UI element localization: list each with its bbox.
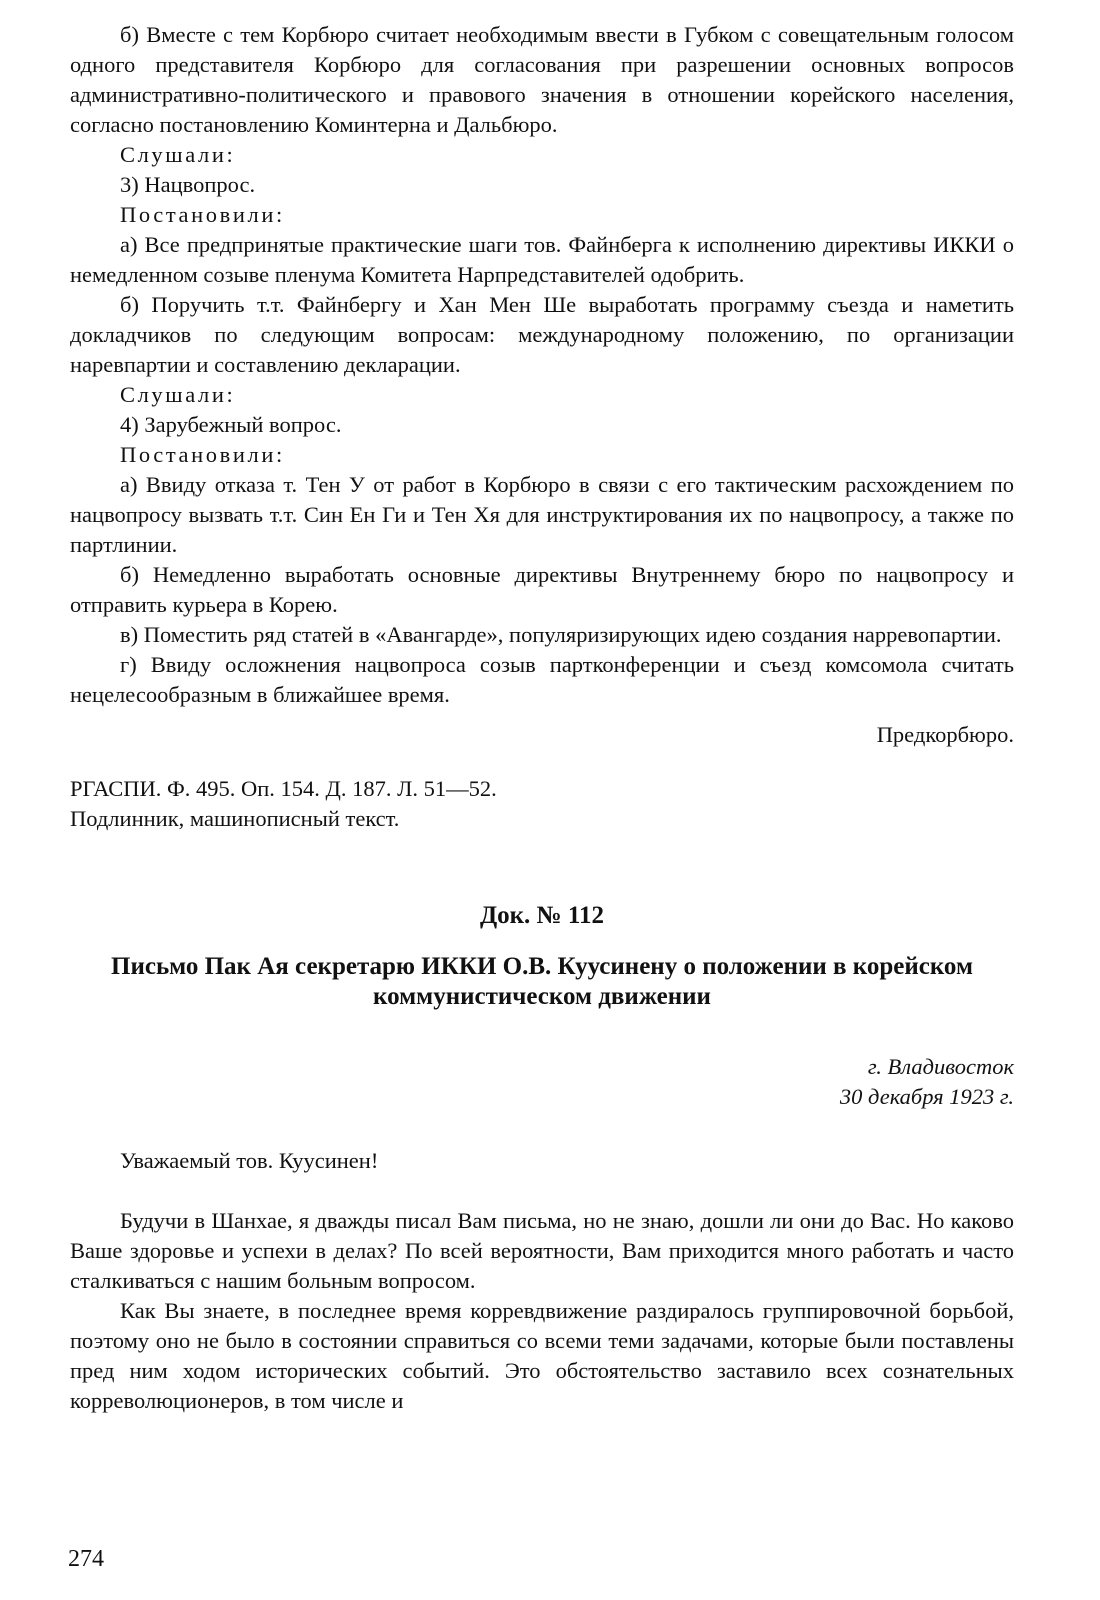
- paragraph-corburo-representative: б) Вместе с тем Корбюро считает необходимым ввести в Губком с совещательным голосом одного представителя Корбюро для согласования при разрешении основных вопросов административно-политического и правового значения в отношении корейского населения, согласно постановлению Коминтерна и Дальбюро.: [70, 22, 1014, 137]
- document-page: [70, 20, 1014, 1416]
- archive-note: Подлинник, машинописный текст.: [70, 806, 400, 831]
- document-date: 30 декабря 1923 г.: [839, 1084, 1014, 1109]
- letter-paragraph: Как Вы знаете, в последнее время корревдвижение раздиралось группировочной борьбой, поэтому оно не было в состоянии справиться со всеми теми задачами, которые были поставлены пред ним ходом исторических событий. Это обстоятельство заставило всех сознательных корреволюционеров, в том числе и: [70, 1298, 1014, 1413]
- agenda-item: 4) Зарубежный вопрос.: [120, 412, 342, 437]
- resolution-paragraph: в) Поместить ряд статей в «Авангарде», популяризирующих идею создания нарревопартии.: [120, 622, 1002, 647]
- resolution-paragraph: а) Ввиду отказа т. Тен У от работ в Корбюро в связи с его тактическим расхождением по нацвопросу вызвать т.т. Син Ен Ги и Тен Хя для инструктирования их по нацвопросу, а также по партлинии.: [70, 472, 1014, 557]
- page-number: 274: [68, 1546, 104, 1572]
- letter-greeting: Уважаемый тов. Куусинен!: [120, 1148, 379, 1173]
- resolution-paragraph: г) Ввиду осложнения нацвопроса созыв партконференции и съезд комсомола считать нецелесообразным в ближайшее время.: [70, 652, 1014, 707]
- resolution-paragraph: б) Немедленно выработать основные директивы Внутреннему бюро по нацвопросу и отправить курьера в Корею.: [70, 562, 1014, 617]
- archive-reference: РГАСПИ. Ф. 495. Оп. 154. Д. 187. Л. 51—52.: [70, 776, 497, 801]
- document-title: Письмо Пак Ая секретарю ИККИ О.В. Куусинену о положении в корейском коммунистическом движении: [111, 953, 973, 1010]
- heard-label: Слушали:: [120, 142, 236, 167]
- agenda-item: 3) Нацвопрос.: [120, 172, 256, 197]
- document-number: Док. № 112: [479, 902, 605, 929]
- heard-label: Слушали:: [120, 382, 236, 407]
- resolution-paragraph: б) Поручить т.т. Файнбергу и Хан Мен Ше выработать программу съезда и наметить докладчиков по следующим вопросам: международному положению, по организации наревпартии и составлению декларации.: [70, 292, 1014, 377]
- resolved-label: Постановили:: [120, 202, 285, 227]
- archive-source: [70, 774, 1014, 834]
- document-place: г. Владивосток: [867, 1054, 1014, 1079]
- resolved-label: Постановили:: [120, 442, 285, 467]
- letter-paragraph: Будучи в Шанхае, я дважды писал Вам письма, но не знаю, дошли ли они до Вас. Но каково Ваше здоровье и успехи в делах? По всей вероятности, Вам приходится много работать и часто сталкиваться с нашим больным вопросом.: [70, 1208, 1014, 1293]
- signature: Предкорбюро.: [876, 722, 1014, 747]
- resolution-paragraph: а) Все предпринятые практические шаги тов. Файнберга к исполнению директивы ИККИ о немедленном созыве пленума Комитета Нарпредставителей одобрить.: [70, 232, 1014, 287]
- place-date: [70, 1052, 1014, 1112]
